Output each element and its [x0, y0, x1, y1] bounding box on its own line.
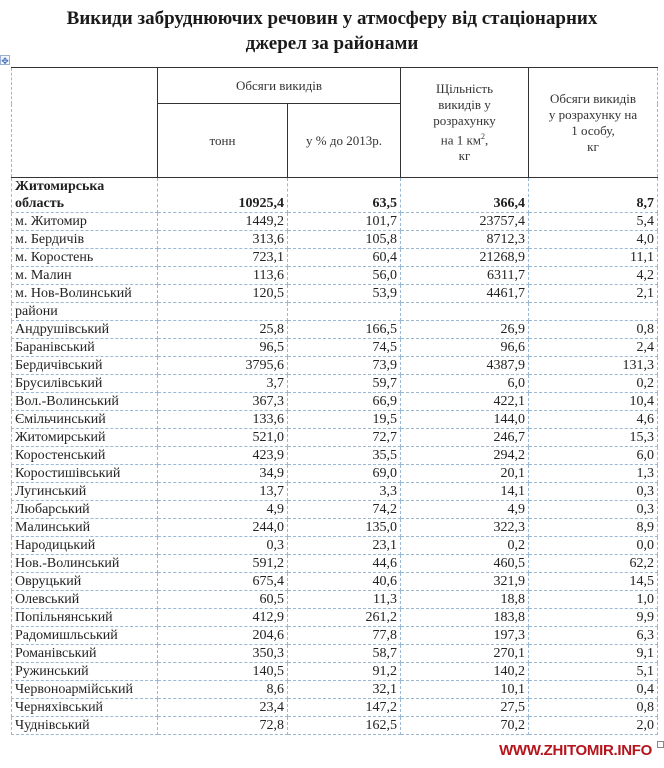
district-row-name: Нов.-Волинський	[12, 555, 158, 573]
districts-section-row	[12, 303, 658, 321]
district-row-percent: 59,7	[288, 375, 401, 393]
header-per-person-l1: Обсяги викидів	[549, 90, 637, 106]
district-row-percent: 77,8	[288, 627, 401, 645]
district-row-name: Малинський	[12, 519, 158, 537]
district-row-density: 422,1	[401, 393, 529, 411]
header-density-l3: розрахунку	[433, 112, 496, 128]
district-row-tons: 140,5	[158, 663, 288, 681]
city-row-per-person: 4,2	[529, 267, 658, 285]
district-row-density: 294,2	[401, 447, 529, 465]
district-row-density: 6,0	[401, 375, 529, 393]
district-row-per-person: 9,1	[529, 645, 658, 663]
district-row	[12, 519, 658, 537]
city-row-name: м. Житомир	[12, 213, 158, 231]
district-row	[12, 429, 658, 447]
district-row-per-person: 6,3	[529, 627, 658, 645]
district-row-tons: 204,6	[158, 627, 288, 645]
header-density	[401, 68, 529, 178]
district-row-percent: 35,5	[288, 447, 401, 465]
district-row-per-person: 14,5	[529, 573, 658, 591]
header-row-1	[12, 68, 658, 104]
district-row-per-person: 0,0	[529, 537, 658, 555]
district-row-name: Коростишівський	[12, 465, 158, 483]
total-name	[12, 178, 158, 213]
district-row-per-person: 5,1	[529, 663, 658, 681]
district-row-percent: 74,5	[288, 339, 401, 357]
district-row-density: 70,2	[401, 717, 529, 735]
district-row	[12, 537, 658, 555]
district-row-name: Радомишльський	[12, 627, 158, 645]
district-row-tons: 23,4	[158, 699, 288, 717]
district-row	[12, 321, 658, 339]
district-row-name: Попільнянський	[12, 609, 158, 627]
district-row-per-person: 15,3	[529, 429, 658, 447]
district-row	[12, 699, 658, 717]
empty-cell	[529, 303, 658, 321]
district-row-per-person: 9,9	[529, 609, 658, 627]
city-row-tons: 1449,2	[158, 213, 288, 231]
document-title	[0, 6, 664, 56]
city-row-tons: 113,6	[158, 267, 288, 285]
district-row-percent: 3,3	[288, 483, 401, 501]
district-row-tons: 4,9	[158, 501, 288, 519]
district-row-name: Червоноармійський	[12, 681, 158, 699]
district-row-per-person: 1,0	[529, 591, 658, 609]
districts-label: райони	[12, 303, 158, 321]
district-row-percent: 135,0	[288, 519, 401, 537]
district-row-percent: 261,2	[288, 609, 401, 627]
district-row-density: 144,0	[401, 411, 529, 429]
district-row-percent: 11,3	[288, 591, 401, 609]
district-row	[12, 447, 658, 465]
header-volume-group: Обсяги викидів	[158, 68, 401, 104]
header-density-sup: 2	[481, 131, 486, 141]
district-row-name: Житомирський	[12, 429, 158, 447]
district-row-per-person: 2,4	[529, 339, 658, 357]
empty-cell	[288, 303, 401, 321]
district-row	[12, 465, 658, 483]
district-row-percent: 166,5	[288, 321, 401, 339]
city-row-density: 4461,7	[401, 285, 529, 303]
city-row-density: 6311,7	[401, 267, 529, 285]
district-row-name: Андрушівський	[12, 321, 158, 339]
district-row-name: Чуднівський	[12, 717, 158, 735]
district-row-percent: 19,5	[288, 411, 401, 429]
district-row	[12, 609, 658, 627]
district-row-per-person: 62,2	[529, 555, 658, 573]
district-row-tons: 96,5	[158, 339, 288, 357]
city-row-tons: 723,1	[158, 249, 288, 267]
district-row-name: Коростенський	[12, 447, 158, 465]
city-row-per-person: 11,1	[529, 249, 658, 267]
district-row-percent: 162,5	[288, 717, 401, 735]
header-density-l4: на 1 км	[440, 132, 482, 148]
total-percent: 63,5	[288, 178, 401, 213]
district-row-name: Романівський	[12, 645, 158, 663]
district-row-density: 14,1	[401, 483, 529, 501]
district-row-name: Лугинський	[12, 483, 158, 501]
header-per-person-l2: у розрахунку на	[548, 106, 638, 122]
city-row-density: 21268,9	[401, 249, 529, 267]
site-watermark: WWW.ZHITOMIR.INFO	[499, 742, 652, 759]
district-row	[12, 717, 658, 735]
district-row-per-person: 2,0	[529, 717, 658, 735]
district-row	[12, 555, 658, 573]
district-row	[12, 483, 658, 501]
district-row-percent: 44,6	[288, 555, 401, 573]
title-line-1: Викиди забруднюючих речовин у атмосферу від стаціонарних	[66, 8, 598, 29]
district-row	[12, 681, 658, 699]
city-row	[12, 249, 658, 267]
district-row-tons: 72,8	[158, 717, 288, 735]
city-row-tons: 120,5	[158, 285, 288, 303]
city-row-percent: 60,4	[288, 249, 401, 267]
city-row-per-person: 4,0	[529, 231, 658, 249]
header-density-comma: ,	[485, 132, 489, 148]
district-row-percent: 147,2	[288, 699, 401, 717]
district-row-tons: 34,9	[158, 465, 288, 483]
district-row-percent: 32,1	[288, 681, 401, 699]
district-row-density: 197,3	[401, 627, 529, 645]
header-percent: у % до 2013р.	[288, 104, 401, 178]
district-row	[12, 501, 658, 519]
district-row-name: Ружинський	[12, 663, 158, 681]
city-row-percent: 56,0	[288, 267, 401, 285]
district-row-tons: 521,0	[158, 429, 288, 447]
city-row	[12, 267, 658, 285]
district-row-name: Ємільчинський	[12, 411, 158, 429]
district-row-percent: 58,7	[288, 645, 401, 663]
district-row-per-person: 0,2	[529, 375, 658, 393]
district-row	[12, 573, 658, 591]
district-row-per-person: 6,0	[529, 447, 658, 465]
district-row-tons: 244,0	[158, 519, 288, 537]
city-row-name: м. Нов-Волинський	[12, 285, 158, 303]
district-row-percent: 73,9	[288, 357, 401, 375]
district-row-density: 96,6	[401, 339, 529, 357]
district-row-name: Олевський	[12, 591, 158, 609]
district-row-per-person: 0,4	[529, 681, 658, 699]
city-row	[12, 213, 658, 231]
district-row-percent: 74,2	[288, 501, 401, 519]
district-row-per-person: 0,3	[529, 483, 658, 501]
district-row-percent: 91,2	[288, 663, 401, 681]
city-row-name: м. Малин	[12, 267, 158, 285]
city-row	[12, 231, 658, 249]
district-row-density: 0,2	[401, 537, 529, 555]
district-row	[12, 411, 658, 429]
city-row-percent: 101,7	[288, 213, 401, 231]
city-row-per-person: 5,4	[529, 213, 658, 231]
district-row-tons: 350,3	[158, 645, 288, 663]
district-row-name: Вол.-Волинський	[12, 393, 158, 411]
district-row-percent: 72,7	[288, 429, 401, 447]
header-density-l2: викидів у	[438, 96, 491, 112]
total-tons: 10925,4	[158, 178, 288, 213]
district-row-name: Народицький	[12, 537, 158, 555]
header-tons: тонн	[158, 104, 288, 178]
district-row-density: 246,7	[401, 429, 529, 447]
district-row-percent: 23,1	[288, 537, 401, 555]
district-row-name: Черняхівський	[12, 699, 158, 717]
district-row	[12, 339, 658, 357]
district-row-percent: 66,9	[288, 393, 401, 411]
city-row	[12, 285, 658, 303]
district-row-tons: 675,4	[158, 573, 288, 591]
district-row-name: Баранівський	[12, 339, 158, 357]
district-row	[12, 357, 658, 375]
district-row-per-person: 0,3	[529, 501, 658, 519]
district-row-density: 322,3	[401, 519, 529, 537]
district-row-per-person: 0,8	[529, 699, 658, 717]
district-row	[12, 627, 658, 645]
header-density-l1: Щільність	[435, 80, 494, 96]
district-row-tons: 412,9	[158, 609, 288, 627]
district-row-density: 183,8	[401, 609, 529, 627]
empty-cell	[158, 303, 288, 321]
district-row-name: Брусилівський	[12, 375, 158, 393]
city-row-percent: 53,9	[288, 285, 401, 303]
district-row-density: 321,9	[401, 573, 529, 591]
district-row-density: 10,1	[401, 681, 529, 699]
city-row-percent: 105,8	[288, 231, 401, 249]
total-density: 366,4	[401, 178, 529, 213]
district-row-density: 27,5	[401, 699, 529, 717]
district-row	[12, 591, 658, 609]
district-row	[12, 663, 658, 681]
district-row-density: 140,2	[401, 663, 529, 681]
district-row-density: 460,5	[401, 555, 529, 573]
city-row-tons: 313,6	[158, 231, 288, 249]
district-row	[12, 375, 658, 393]
move-icon[interactable]: ✥	[1, 56, 9, 66]
district-row-per-person: 8,9	[529, 519, 658, 537]
total-per-person: 8,7	[529, 178, 658, 213]
district-row	[12, 645, 658, 663]
district-row-tons: 25,8	[158, 321, 288, 339]
district-row-tons: 3,7	[158, 375, 288, 393]
city-row-density: 8712,3	[401, 231, 529, 249]
city-row-per-person: 2,1	[529, 285, 658, 303]
district-row-density: 4387,9	[401, 357, 529, 375]
district-row-tons: 8,6	[158, 681, 288, 699]
city-row-name: м. Бердичів	[12, 231, 158, 249]
district-row-tons: 60,5	[158, 591, 288, 609]
emissions-table	[11, 67, 658, 735]
district-row-density: 18,8	[401, 591, 529, 609]
district-row-name: Бердичівський	[12, 357, 158, 375]
district-row-per-person: 1,3	[529, 465, 658, 483]
district-row-per-person: 131,3	[529, 357, 658, 375]
district-row-density: 4,9	[401, 501, 529, 519]
header-per-person	[529, 68, 658, 178]
district-row-tons: 3795,6	[158, 357, 288, 375]
total-row	[12, 178, 658, 213]
district-row-tons: 591,2	[158, 555, 288, 573]
header-empty-cell	[12, 68, 158, 178]
header-per-person-l3: 1 особу,	[571, 122, 615, 138]
district-row-per-person: 10,4	[529, 393, 658, 411]
empty-cell	[401, 303, 529, 321]
district-row-tons: 13,7	[158, 483, 288, 501]
district-row-name: Овруцький	[12, 573, 158, 591]
district-row-percent: 40,6	[288, 573, 401, 591]
district-row-percent: 69,0	[288, 465, 401, 483]
title-line-2: джерел за районами	[245, 33, 419, 54]
district-row-density: 26,9	[401, 321, 529, 339]
header-per-person-l4: кг	[587, 138, 599, 154]
district-row-tons: 367,3	[158, 393, 288, 411]
district-row-per-person: 4,6	[529, 411, 658, 429]
district-row-name: Любарський	[12, 501, 158, 519]
city-row-name: м. Коростень	[12, 249, 158, 267]
city-row-density: 23757,4	[401, 213, 529, 231]
total-name-l1: Житомирська	[15, 179, 105, 194]
district-row-per-person: 0,8	[529, 321, 658, 339]
district-row-tons: 133,6	[158, 411, 288, 429]
district-row	[12, 393, 658, 411]
district-row-density: 20,1	[401, 465, 529, 483]
resize-icon[interactable]	[657, 741, 664, 748]
district-row-tons: 423,9	[158, 447, 288, 465]
district-row-tons: 0,3	[158, 537, 288, 555]
header-density-l5: кг	[458, 148, 471, 164]
district-row-density: 270,1	[401, 645, 529, 663]
total-name-l2: область	[15, 196, 64, 211]
